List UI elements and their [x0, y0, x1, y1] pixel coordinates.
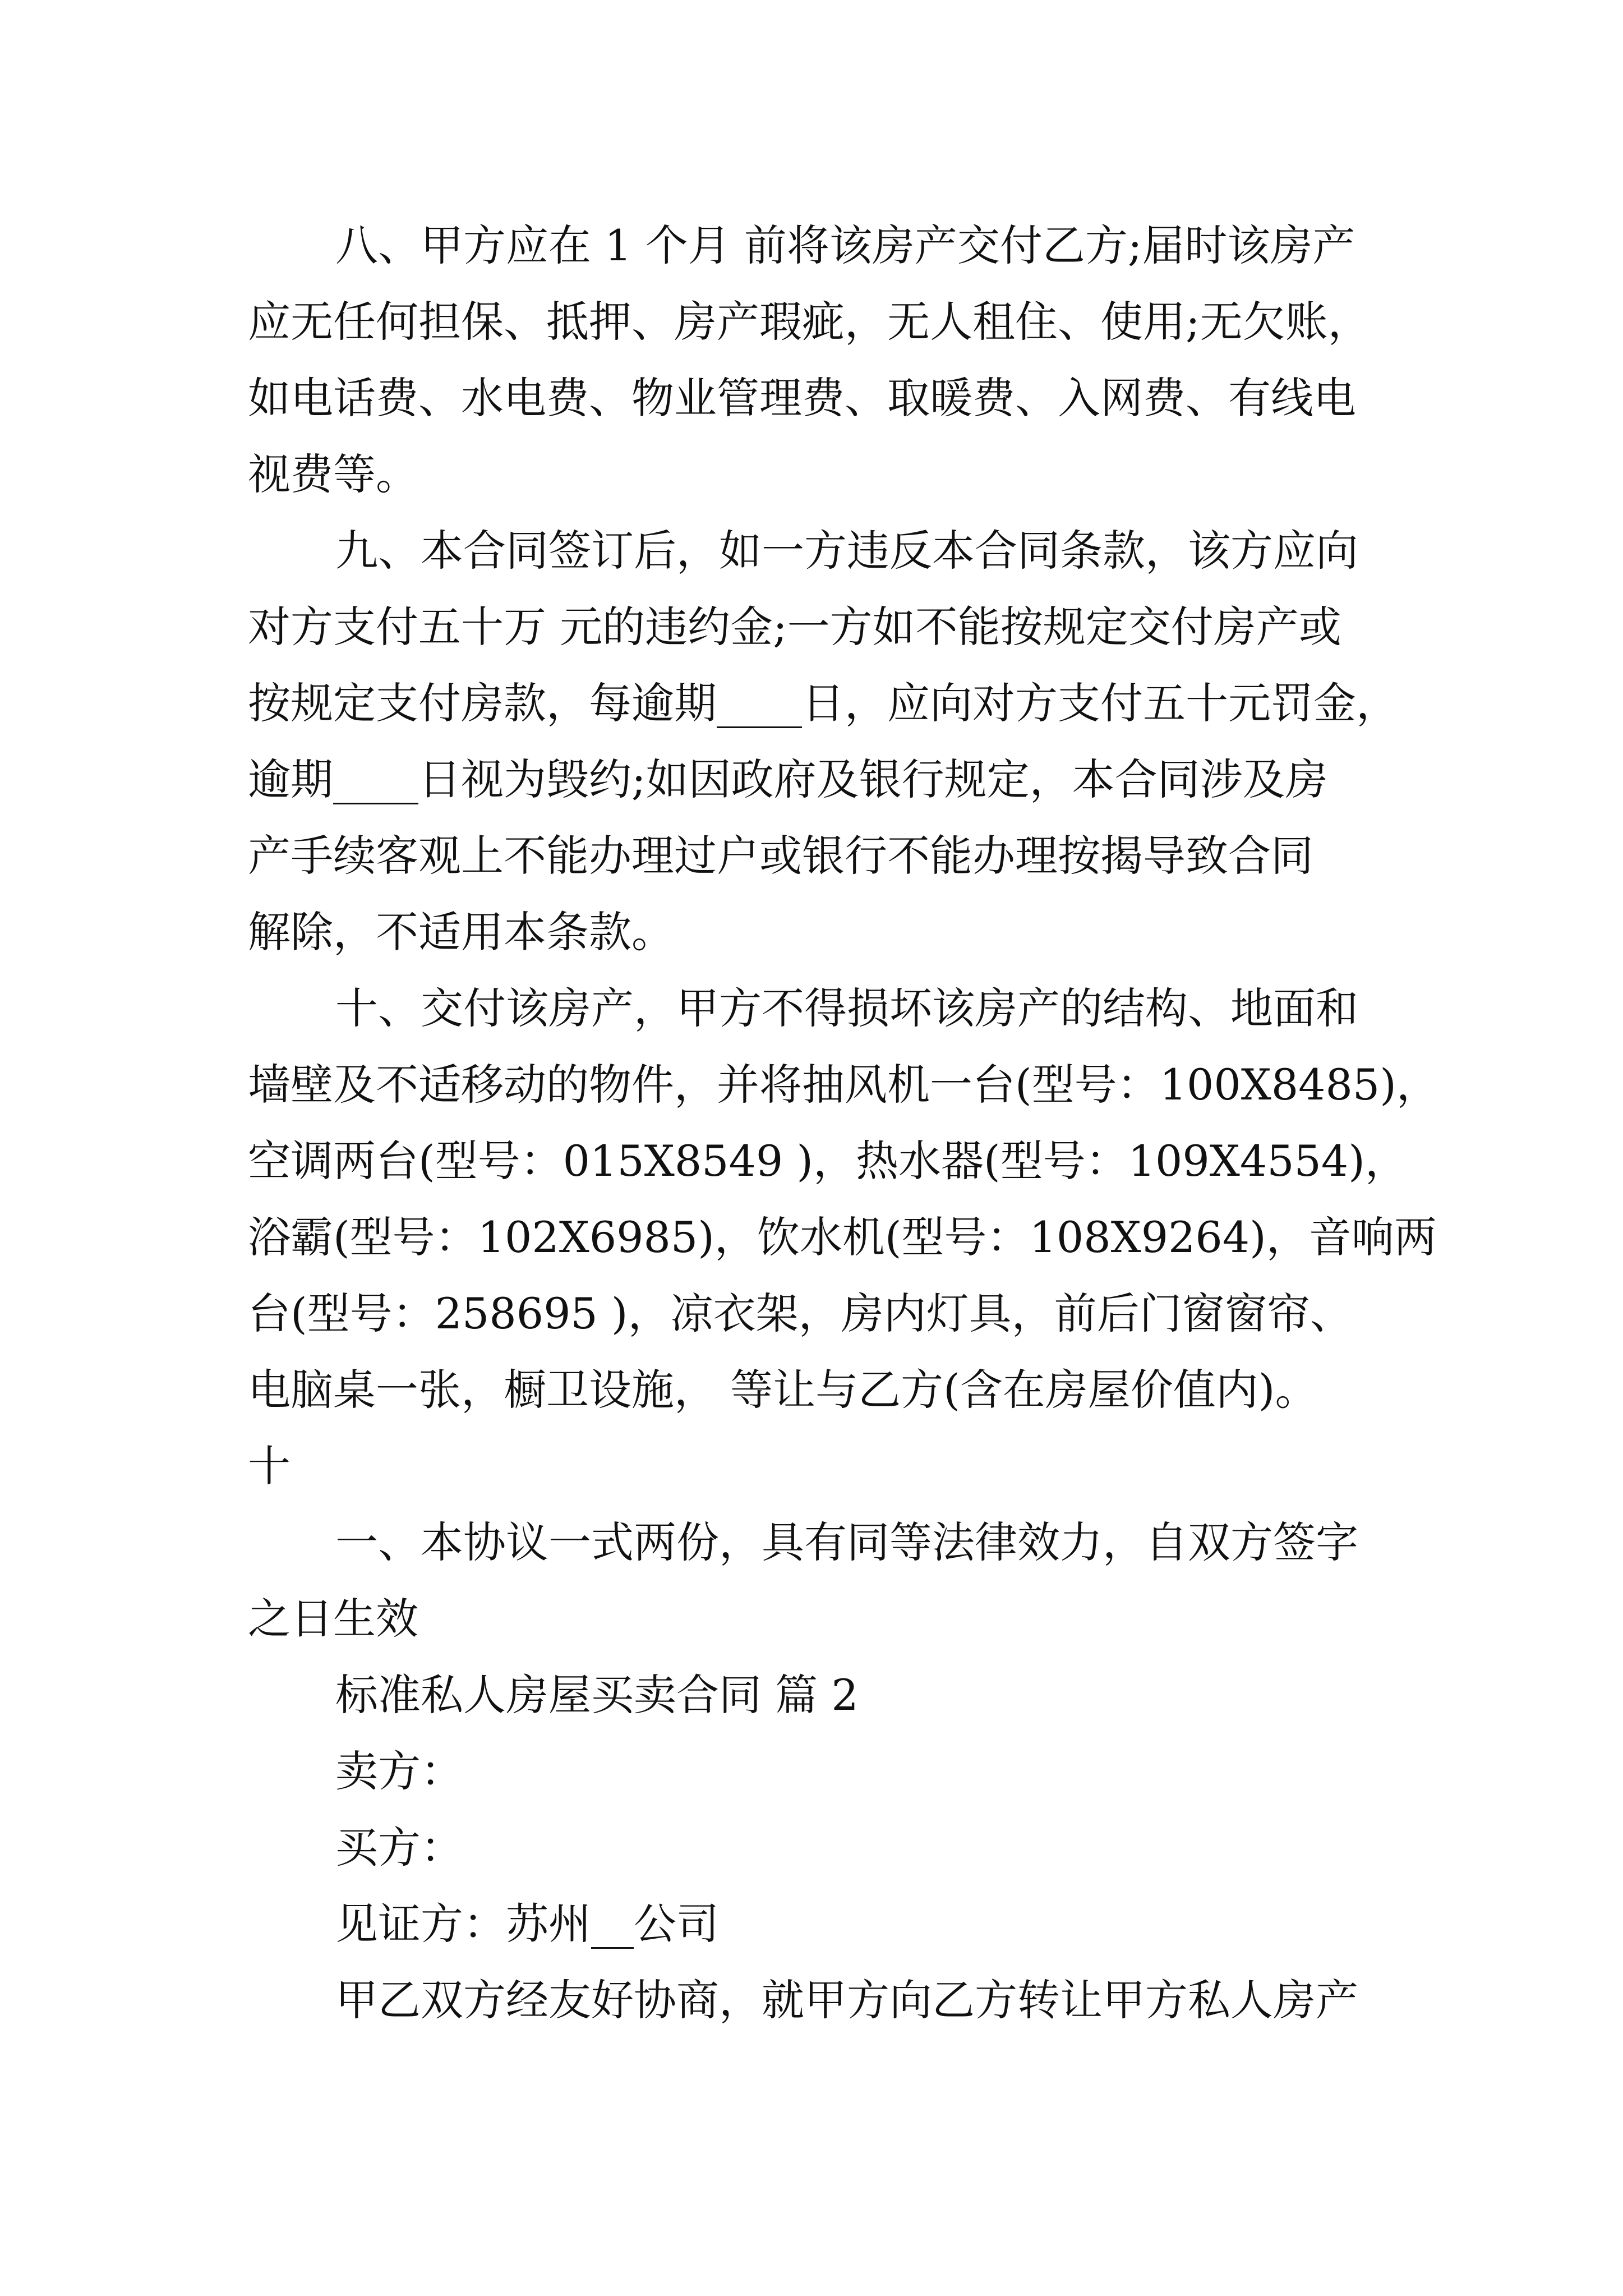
paragraph-8-line-1: 八、甲方应在 1 个月 前将该房产交付乙方;届时该房产 [335, 220, 1355, 270]
paragraph-9-line-3: 按规定支付房款，每逾期____日，应向对方支付五十元罚金， [248, 678, 1399, 728]
buyer-field: 买方： [335, 1823, 463, 1872]
paragraph-11-number: 十 [248, 1441, 291, 1491]
paragraph-8-line-3: 如电话费、水电费、物业管理费、取暖费、入网费、有线电 [248, 373, 1356, 423]
paragraph-10-line-5: 台(型号：258695 )，凉衣架，房内灯具，前后门窗窗帘、 [248, 1289, 1353, 1338]
paragraph-10-line-4: 浴霸(型号：102X6985)，饮水机(型号：108X9264)，音响两 [248, 1212, 1437, 1262]
paragraph-10-line-2: 墙壁及不适移动的物件，并将抽风机一台(型号：100X8485)， [248, 1060, 1439, 1110]
paragraph-9-line-6: 解除，不适用本条款。 [248, 907, 674, 957]
intro-paragraph-line-1: 甲乙双方经友好协商，就甲方向乙方转让甲方私人房产 [335, 1975, 1358, 2025]
seller-field: 卖方： [335, 1746, 463, 1796]
paragraph-8-line-2: 应无任何担保、抵押、房产瑕疵，无人租住、使用;无欠账， [248, 297, 1371, 347]
paragraph-9-line-4: 逾期____日视为毁约;如因政府及银行规定，本合同涉及房 [248, 754, 1328, 804]
paragraph-9-line-2: 对方支付五十万 元的违约金;一方如不能按规定交付房产或 [248, 602, 1341, 652]
paragraph-9-line-1: 九、本合同签订后，如一方违反本合同条款，该方应向 [335, 526, 1358, 576]
paragraph-10-line-3: 空调两台(型号：015X8549 )，热水器(型号：109X4554)， [248, 1136, 1408, 1186]
paragraph-10-line-1: 十、交付该房产，甲方不得损坏该房产的结构、地面和 [335, 983, 1358, 1033]
paragraph-9-line-5: 产手续客观上不能办理过户或银行不能办理按揭导致合同 [248, 831, 1313, 881]
paragraph-11-line-2: 之日生效 [248, 1594, 418, 1644]
witness-field: 见证方：苏州__公司 [335, 1899, 719, 1949]
document-body [248, 208, 1439, 2039]
paragraph-8-line-4: 视费等。 [248, 449, 418, 499]
paragraph-10-line-6: 电脑桌一张，橱卫设施， 等让与乙方(含在房屋价值内)。 [248, 1365, 1318, 1415]
section-heading: 标准私人房屋买卖合同 篇 2 [335, 1670, 859, 1720]
paragraph-11-line-1: 一、本协议一式两份，具有同等法律效力，自双方签字 [335, 1517, 1358, 1567]
